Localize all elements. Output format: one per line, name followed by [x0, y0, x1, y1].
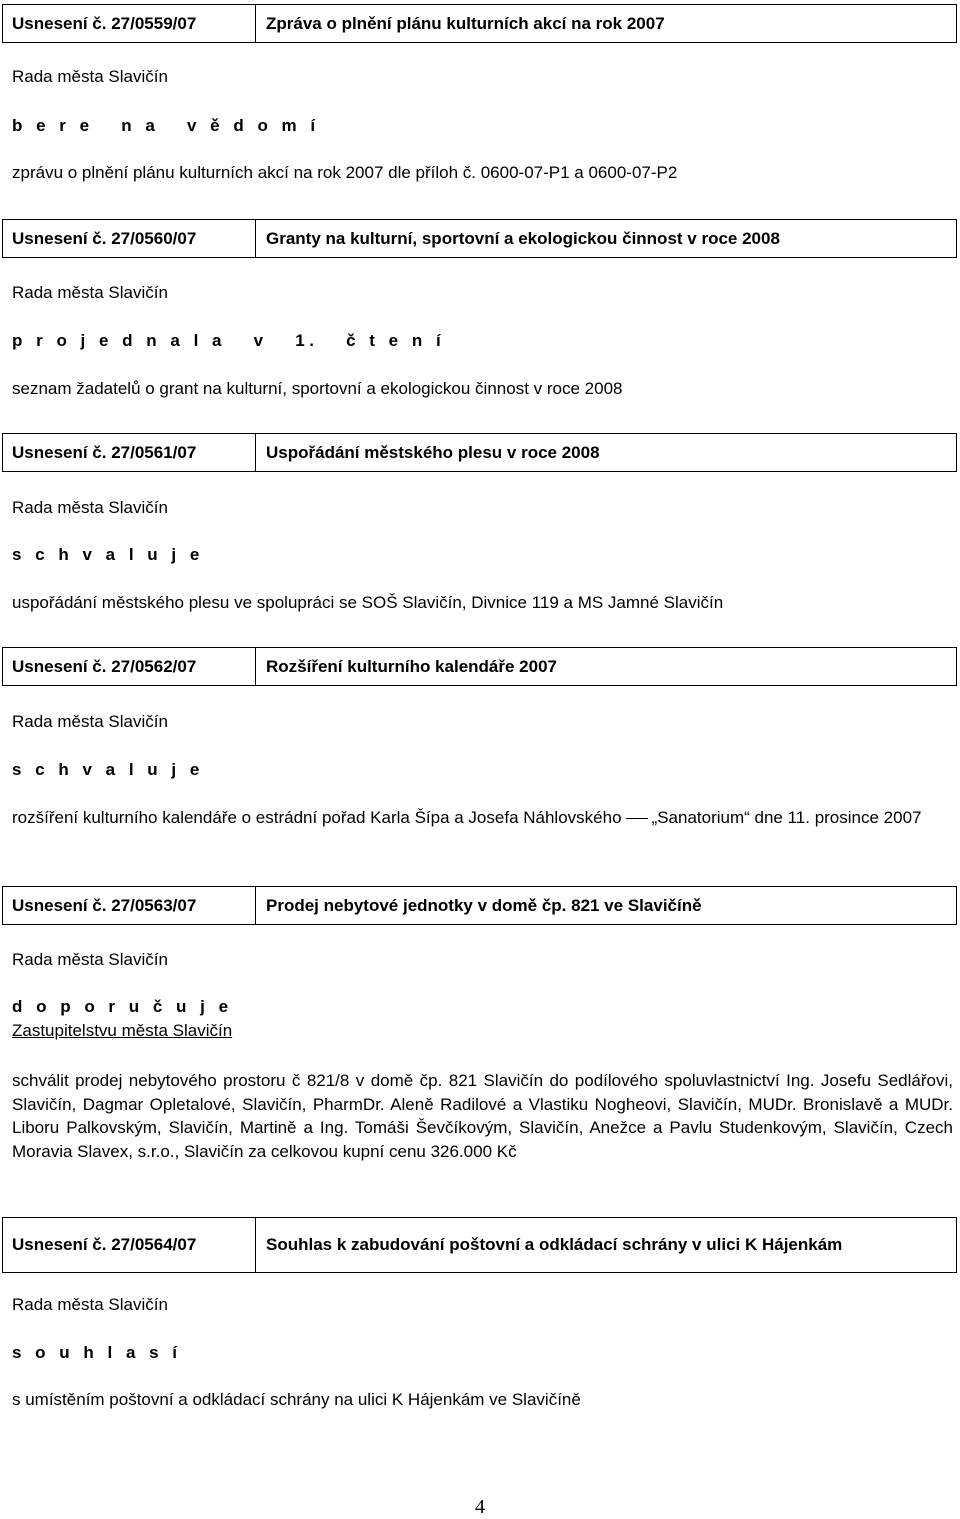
resolution-title: Granty na kulturní, sportovní a ekologickou činnost v roce 2008: [266, 228, 780, 248]
resolution-title: Prodej nebytové jednotky v domě čp. 821 ve Slavičíně: [266, 895, 702, 915]
resolution-number: Usnesení č. 27/0559/07: [3, 5, 256, 42]
resolution-title: Zpráva o plnění plánu kulturních akcí na rok 2007: [266, 13, 665, 33]
council-name: Rada města Slavičín: [12, 1295, 168, 1314]
resolution-header: [2, 4, 957, 43]
resolution-text: uspořádání městského plesu ve spolupráci se SOŠ Slavičín, Divnice 119 a MS Jamné Slavičín: [12, 593, 724, 612]
resolution-text-part: „Sanatorium“ dne 11. prosince 2007: [651, 808, 922, 827]
page-number: 4: [475, 1496, 485, 1518]
resolution-number: Usnesení č. 27/0563/07: [3, 887, 256, 924]
council-name: Rada města Slavičín: [12, 712, 168, 731]
resolution-title: Rozšíření kulturního kalendáře 2007: [266, 656, 557, 676]
resolution-title: Uspořádání městského plesu v roce 2008: [266, 442, 600, 462]
resolution-text: seznam žadatelů o grant na kulturní, sportovní a ekologickou činnost v roce 2008: [12, 379, 623, 398]
resolution-header: [2, 433, 957, 472]
resolution-header: [2, 219, 957, 258]
resolution-text: s umístěním poštovní a odkládací schrány na ulici K Hájenkám ve Slavičíně: [12, 1390, 581, 1409]
resolution-number: Usnesení č. 27/0560/07: [3, 220, 256, 257]
resolution-verb: d o p o r u č u j e: [12, 997, 233, 1016]
resolution-header: [2, 1217, 957, 1273]
resolution-verb: s o u h l a s í: [12, 1343, 182, 1362]
resolution-text: [12, 806, 953, 830]
resolution-title: Souhlas k zabudování poštovní a odkládací schrány v ulici K Hájenkám: [266, 1235, 843, 1254]
resolution-header: [2, 886, 957, 925]
resolution-header: [2, 647, 957, 686]
resolution-verb: s c h v a l u j e: [12, 760, 204, 779]
council-name: Rada města Slavičín: [12, 283, 168, 302]
resolution-verb: s c h v a l u j e: [12, 545, 204, 564]
council-name: Rada města Slavičín: [12, 67, 168, 86]
resolution-verb: b e r e n a v ě d o m í: [12, 116, 320, 135]
council-name: Rada města Slavičín: [12, 498, 168, 517]
dash: [626, 818, 648, 819]
resolution-number: Usnesení č. 27/0561/07: [3, 434, 256, 471]
resolution-text-part: rozšíření kulturního kalendáře o estrádní pořad Karla Šípa a Josefa Náhlovského: [12, 808, 622, 827]
council-name: Rada města Slavičín: [12, 950, 168, 969]
resolution-number: Usnesení č. 27/0564/07: [3, 1218, 256, 1272]
resolution-text: schválit prodej nebytového prostoru č 821/8 v domě čp. 821 Slavičín do podílového spoluvlastnictví Ing. Josefu Sedlářovi, Slavičín, Dagmar Opletalové, Slavičín, PharmDr. Aleně Radilové a Vlastiku Nogheovi, Slavičín, MUDr. Bronislavě a MUDr. Liboru Palkovským, Slavičín, Martině a Ing. Tomáši Ševčíkovým, Slavičín, Anežce a Pavlu Studenkovým, Slavičín, Czech Moravia Slavex, s.r.o., Slavičín za celkovou kupní cenu 326.000 Kč: [12, 1071, 953, 1161]
recipient: Zastupitelstvu města Slavičín: [12, 1021, 233, 1040]
resolution-number: Usnesení č. 27/0562/07: [3, 648, 256, 685]
resolution-verb: p r o j e d n a l a v 1. č t e n í: [12, 331, 446, 350]
resolution-text: zprávu o plnění plánu kulturních akcí na rok 2007 dle příloh č. 0600-07-P1 a 0600-07-P2: [12, 163, 678, 182]
